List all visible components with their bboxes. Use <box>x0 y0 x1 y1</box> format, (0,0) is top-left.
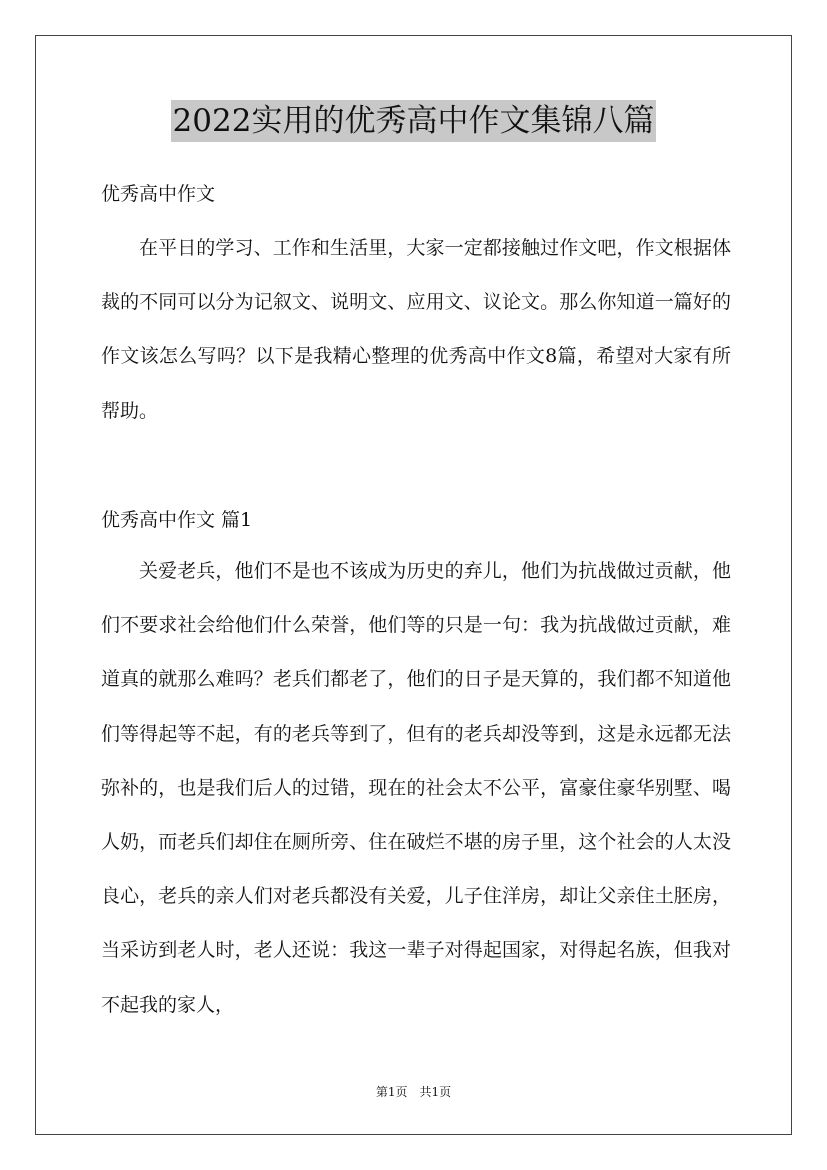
title-container <box>0 100 827 142</box>
intro-paragraph: 在平日的学习、工作和生活里，大家一定都接触过作文吧，作文根据体裁的不同可以分为记叙文、说明文、应用文、议论文。那么你知道一篇好的作文该怎么写吗？以下是我精心整理的优秀高中作文8篇，希望对大家有所帮助。 <box>101 237 731 422</box>
section-heading-1: 优秀高中作文 篇1 <box>101 509 253 531</box>
section-1-paragraph: 关爱老兵，他们不是也不该成为历史的弃儿，他们为抗战做过贡献，他们不要求社会给他们什么荣誉，他们等的只是一句：我为抗战做过贡献，难道真的就那么难吗？老兵们都老了，他们的日子是天算的，我们都不知道他们等得起等不起，有的老兵等到了，但有的老兵却没等到，这是永远都无法弥补的，也是我们后人的过错，现在的社会太不公平，富豪住豪华别墅、喝人奶，而老兵们却住在厕所旁、住在破烂不堪的房子里，这个社会的人太没良心，老兵的亲人们对老兵都没有关爱，儿子住洋房，却让父亲住土胚房，当采访到老人时，老人还说：我这一辈子对得起国家，对得起名族，但我对不起我的家人， <box>101 560 731 1016</box>
page-number: 第1页 <box>375 1085 408 1099</box>
section-heading-intro: 优秀高中作文 <box>101 183 216 205</box>
page-total: 共1页 <box>419 1085 452 1099</box>
document-title: 2022实用的优秀高中作文集锦八篇 <box>171 100 657 142</box>
page-footer <box>0 1084 827 1100</box>
